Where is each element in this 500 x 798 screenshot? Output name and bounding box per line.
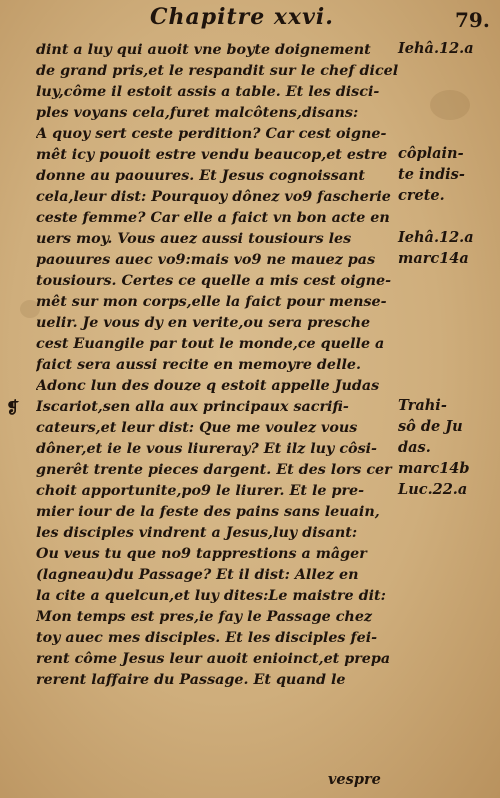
- text-line: toy auec mes disciples. Et les disciples fei-: [36, 630, 378, 646]
- text-line: faict sera aussi recite en memoyre delle.: [36, 357, 361, 373]
- text-line: Ou veus tu que no9 tapprestions a mâger: [36, 546, 367, 562]
- margin-note: côplain-: [398, 145, 464, 162]
- catchword: vespre: [328, 771, 381, 788]
- text-line: dôner,et ie le vous liureray? Et ilz luy côsi-: [36, 441, 377, 457]
- margin-note: das.: [398, 439, 431, 456]
- text-line: paouures auec vo9:mais vo9 ne mauez pas: [36, 252, 376, 268]
- main-text-block: [36, 40, 408, 691]
- text-line: uers moy. Vous auez aussi tousiours les: [36, 231, 352, 247]
- text-line: donne au paouures. Et Jesus cognoissant: [36, 168, 366, 184]
- page-header: [0, 2, 500, 32]
- text-line: mier iour de la feste des pains sans leuain,: [36, 504, 380, 520]
- text-line: gnerêt trente pieces dargent. Et des lors cer: [36, 462, 392, 478]
- text-line: rent côme Jesus leur auoit enioinct,et prepa: [36, 651, 391, 667]
- text-line: uelir. Je vous dy en verite,ou sera presche: [36, 315, 371, 331]
- running-head: Chapitre xxvi.: [150, 4, 334, 30]
- margin-note: Luc.22.a: [398, 481, 468, 498]
- text-line: Iscariot,sen alla aux principaux sacrifi-: [36, 399, 349, 415]
- margin-note: Iehâ.12.a: [398, 40, 474, 57]
- margin-note: marc14b: [398, 460, 470, 477]
- margin-note: marc14a: [398, 250, 469, 267]
- margin-note: Iehâ.12.a: [398, 229, 474, 246]
- text-line: ceste femme? Car elle a faict vn bon acte en: [36, 210, 390, 226]
- text-line: la cite a quelcun,et luy dites:Le maistre dit:: [36, 588, 386, 604]
- text-line: cateurs,et leur dist: Que me voulez vous: [36, 420, 358, 436]
- margin-note: crete.: [398, 187, 445, 204]
- folio-number: 79.: [455, 8, 490, 32]
- text-line: dint a luy qui auoit vne boyte doignement: [36, 42, 371, 58]
- text-line: ples voyans cela,furet malcôtens,disans:: [36, 105, 359, 121]
- margin-note: Trahi-: [398, 397, 447, 414]
- text-line: Adonc lun des douze q estoit appelle Judas: [36, 378, 380, 394]
- text-line: A quoy sert ceste perdition? Car cest oigne-: [36, 126, 387, 142]
- text-line: tousiours. Certes ce quelle a mis cest oigne-: [36, 273, 392, 289]
- text-line: rerent laffaire du Passage. Et quand le: [36, 672, 346, 688]
- paragraph-mark: ❡: [6, 398, 20, 417]
- text-line: cela,leur dist: Pourquoy dônez vo9 fascherie: [36, 189, 391, 205]
- text-line: de grand pris,et le respandit sur le chef dicel: [36, 63, 399, 79]
- text-line: les disciples vindrent a Jesus,luy disant:: [36, 525, 358, 541]
- margin-note: te indis-: [398, 166, 465, 183]
- text-line: choit apportunite,po9 le liurer. Et le pre-: [36, 483, 365, 499]
- text-line: (lagneau)du Passage? Et il dist: Allez en: [36, 567, 359, 583]
- text-line: cest Euangile par tout le monde,ce quelle a: [36, 336, 385, 352]
- text-line: Mon temps est pres,ie fay le Passage chez: [36, 609, 373, 625]
- paper-stain: [430, 90, 470, 120]
- text-line: mêt icy pouoit estre vendu beaucop,et estre: [36, 147, 388, 163]
- margin-note: sô de Ju: [398, 418, 463, 435]
- text-line: mêt sur mon corps,elle la faict pour mense-: [36, 294, 387, 310]
- text-line: luy,côme il estoit assis a table. Et les disci-: [36, 84, 380, 100]
